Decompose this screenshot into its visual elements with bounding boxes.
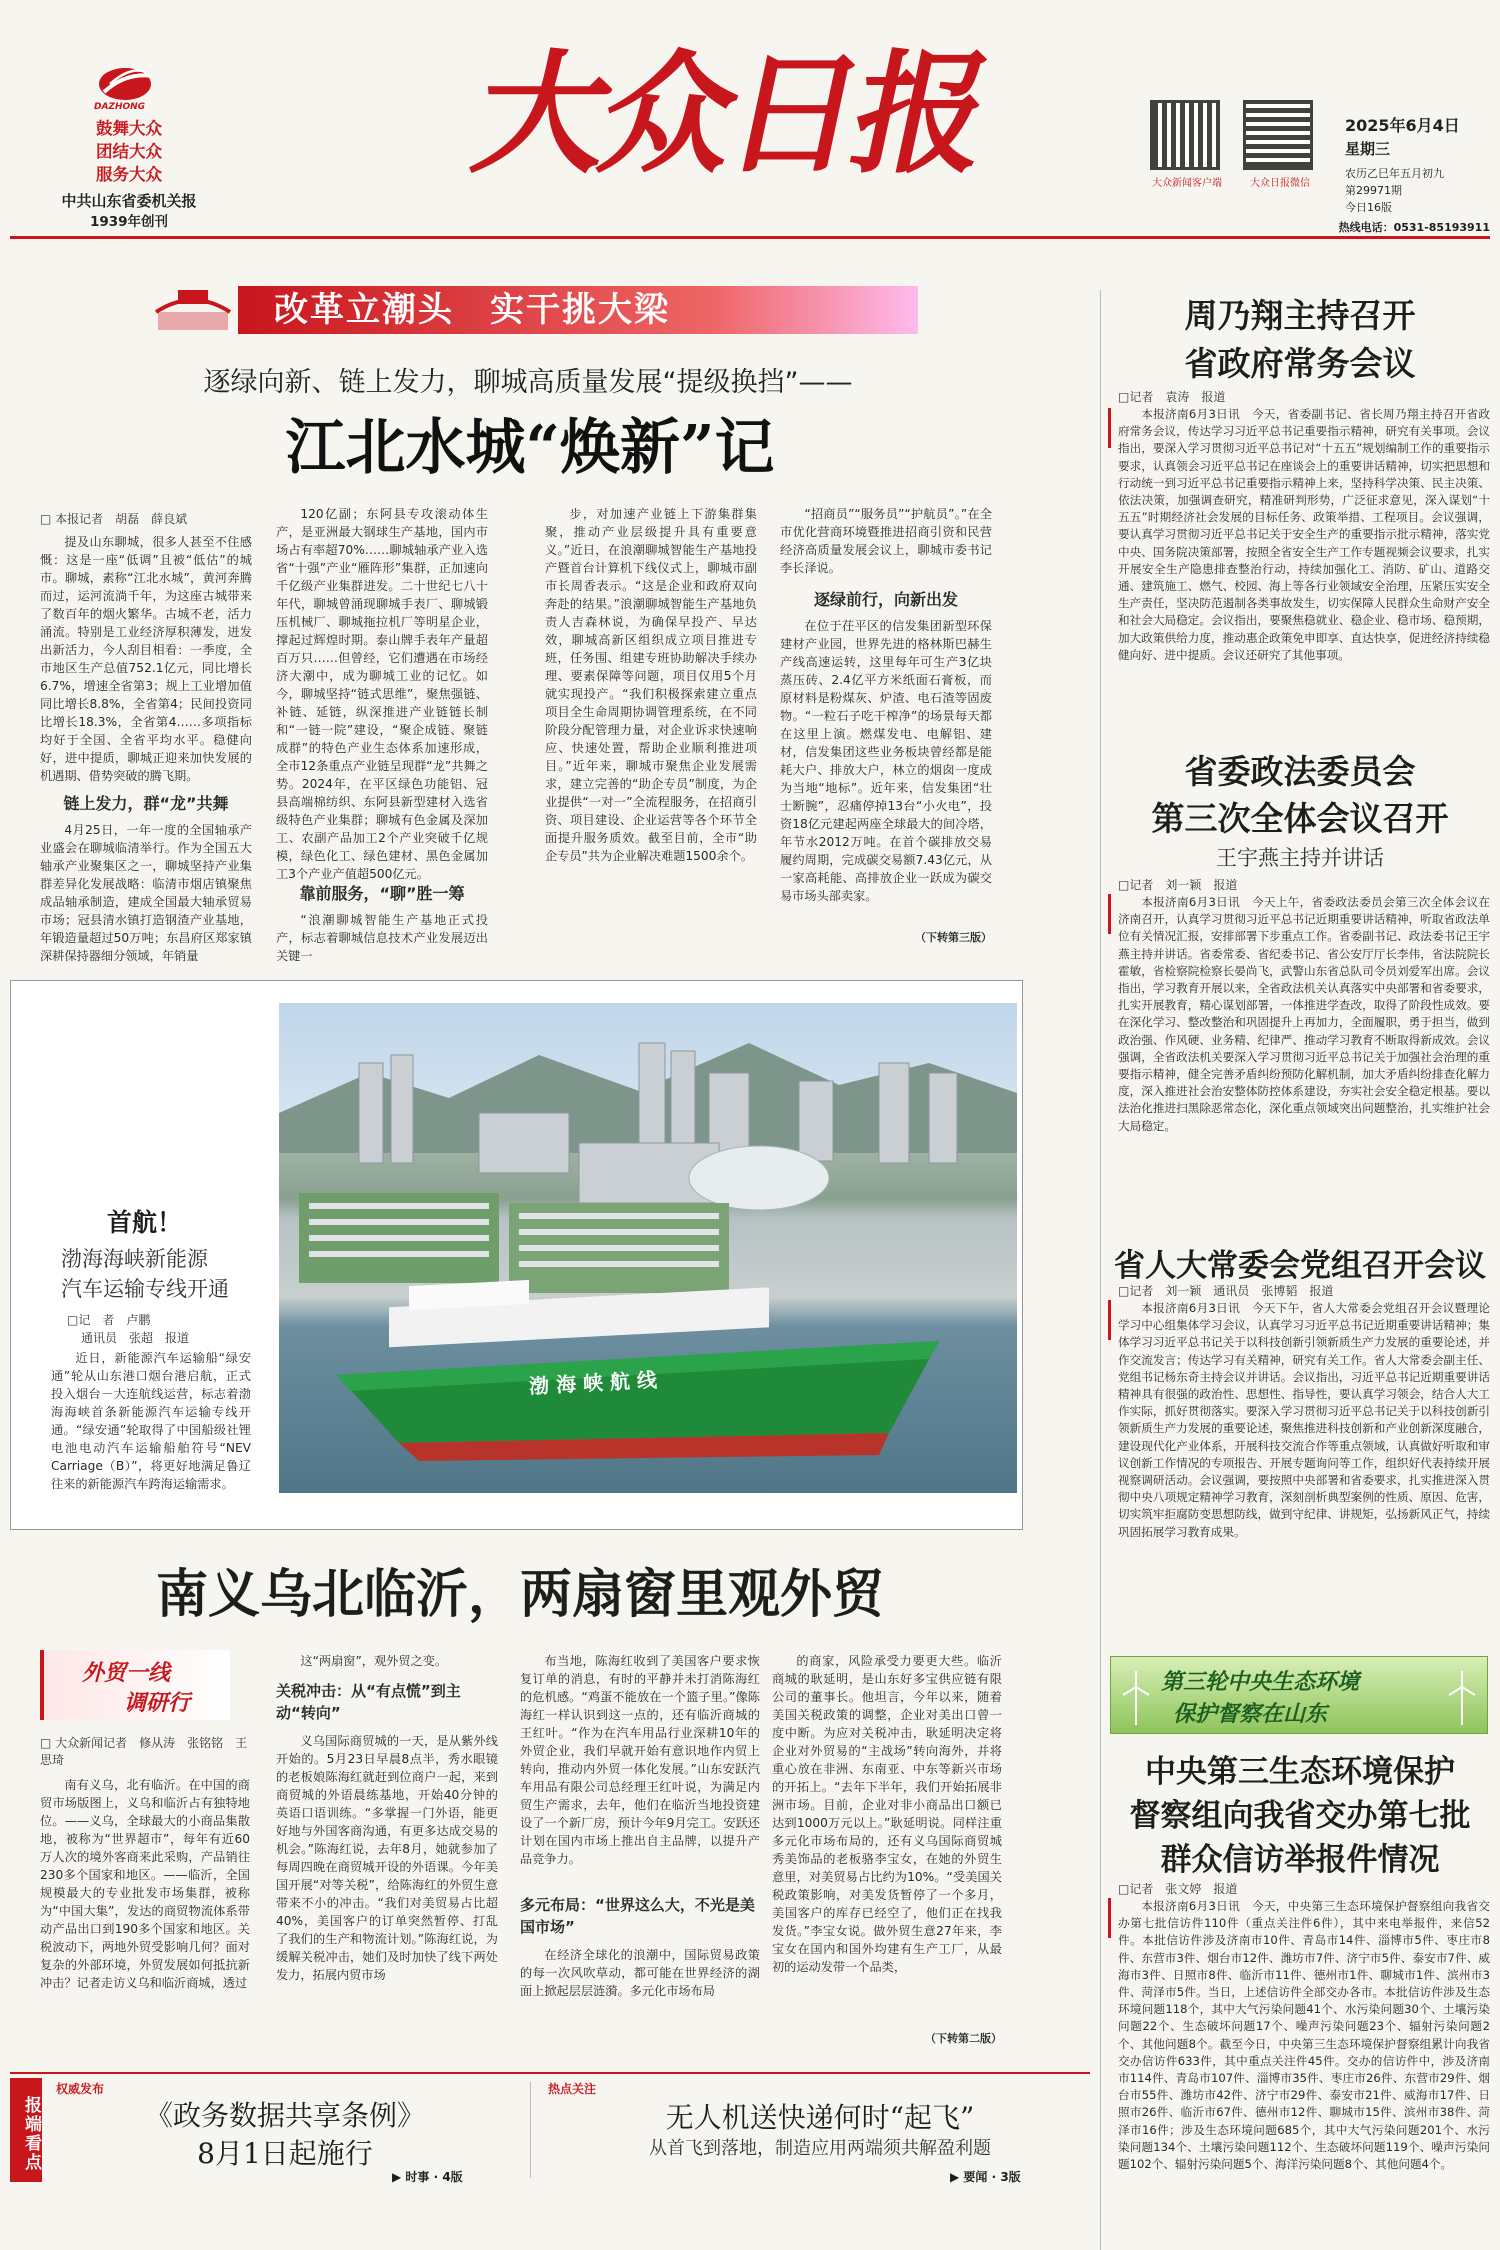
slogan-line-1: 鼓舞大众 bbox=[96, 119, 162, 138]
lead-subhead-3: 逐绿前行，向新出发 bbox=[813, 590, 958, 609]
lunar-date: 农历乙巳年五月初九 bbox=[1345, 167, 1444, 180]
slogan bbox=[84, 117, 174, 186]
lead-kicker: 逐绿向新、链上发力，聊城高质量发展“提级换挡”—— bbox=[203, 367, 853, 398]
a1-title-2: 省政府常务会议 bbox=[1184, 344, 1416, 383]
a4-text: 本报济南6月3日讯 今天，中央第三生态环境保护督察组向我省交办第七批信访件110件（重点关注件6件），其中来电举报件，来信52件。本批信访件涉及济南市10件、青岛市14件、淄博市5件、枣庄市8件、东营市3件、烟台市12件、潍坊市7件、济宁市5件、泰安市7件、威海市3件、日照市8件、临沂市11件、德州市1件、聊城市1件、滨州市3件、菏泽市5件。当日，上述信访件全部交办各市。本批信访件涉及生态环境问题118个，其中大气污染问题41个、水污染问题30个、土壤污染问题22个、生态破坏问题17个、噪声污染问题23个、辐射污染问题2个、其他问题8个。截至今日，中央第三生态环境保护督察组累计向我省交办信访件633件，其中重点关注件45件。交办的信访件中，涉及济南市114件、青岛市107件、淄博市35件、枣庄市26件、东营市29件、烟台市55件、潍坊市42件、济宁市29件、泰安市21件、威海市17件、日照市26件、临沂市67件、德州市12件、聊城市15件、滨州市38件、菏泽市16件；涉及生态环境问题685个，其中大气污染问题201个、水污染问题134个、土壤污染问题112个、生态破坏问题119个、噪声污染问题102个、辐射污染问题5个、海洋污染问题8个、其他问题4个。 bbox=[1118, 1899, 1490, 2172]
trade-col3b-text: 在经济全球化的浪潮中，国际贸易政策的每一次风吹草动，都可能在世界经济的湖面上掀起层层涟漪。多元化市场布局 bbox=[520, 1948, 760, 1998]
lead-col1-text: 提及山东聊城，很多人甚至不住感慨：这是一座“低调”且被“低估”的城市。聊城，素称“江北水城”，黄河奔腾而过，运河流淌千年，为这座古城带来了数百年的烟火繁华。古城不老，活力涌流。特别是工业经济厚积薄发，迸发出新活力，今人刮目相看：一季度，全市地区生产总值752.1亿元，同比增长6.7%，增速全省第3；规上工业增加值同比增长8.8%，全省第4；民间投资同比增长18.3%，全省第4……多项指标均好于全国、全省平均水平。稳健向好，进中提质，聊城正迎来加快发展的机遇期、借势突破的腾飞期。 bbox=[40, 535, 252, 783]
a2-title-2: 第三次全体会议召开 bbox=[1151, 799, 1449, 838]
qr-label-wechat: 大众日报微信 bbox=[1250, 178, 1310, 189]
slogan-line-3: 服务大众 bbox=[96, 165, 162, 184]
organ-label: 中共山东省委机关报 bbox=[61, 192, 197, 210]
a4-title-3: 群众信访举报件情况 bbox=[1160, 1842, 1440, 1878]
lead-col4-text: “招商员”“服务员”“护航员”。”在全市优化营商环境暨推进招商引资和民营经济高质量发展会议上，聊城市委书记李长泽说。 bbox=[780, 507, 992, 575]
issue-weekday: 星期三 bbox=[1345, 140, 1391, 158]
trade-tag bbox=[40, 1650, 230, 1720]
a1-text: 本报济南6月3日讯 今天，省委副书记、省长周乃翔主持召开省政府常务会议，传达学习习近平总书记重要指示精神，研究有关事项。会议指出，要深入学习贯彻习近平总书记对“十五五”规划编制工作的重要指示要求，认真领会习近平总书记在座谈会上的重要讲话精神，切实把思想和行动统一到习近平总书记重要指示精神上来，坚持科学决策、民主决策、依法决策，加强调查研究，精准研判形势，广泛征求意见，深入谋划“十五五”时期经济社会发展的目标任务、政策举措、工程项目。会议强调，要认真学习贯彻习近平总书记关于安全生产的重要指示批示精神，落实党中央、国务院决策部署，按照全省安全生产工作专题视频会议要求，扎实开展安全生产隐患排查整治行动，持续加强化工、消防、矿山、道路交通、建筑施工、燃气、校园、海上等各行业领域安全治理，压紧压实安全生产责任，坚决防范遏制各类事故发生，切实保障人民群众生命财产安全和社会大局稳定。会议指出，要聚焦稳就业、稳企业、稳市场、稳预期，加大政策供给力度，推动惠企政策免申即享、直达快享，促进经济持续稳健向好、进中提质。会议还研究了其他事项。 bbox=[1118, 407, 1490, 662]
wind-turbine-icon-2 bbox=[1447, 1669, 1477, 1725]
a1-byline: □记者 袁涛 报道 bbox=[1118, 390, 1226, 404]
dazhong-logo bbox=[82, 62, 168, 114]
slogan-line-2: 团结大众 bbox=[96, 142, 162, 161]
a3-title: 省人大常委会党组召开会议 bbox=[1114, 1248, 1486, 1284]
logo-text: DAZHONG bbox=[94, 102, 146, 112]
trade-col4-text: 的商家，风险承受力要更大些。临沂商城的耿延明，是山东好多宝供应链有限公司的董事长。他坦言，今年以来，随着美国关税政策的调整，企业对美出口曾一度中断。为应对关税冲击，耿延明决定将企业对外贸易的“主战场”转向海外，并将重心放在非洲、东南亚、中东等新兴市场的开拓上。“去年下半年，我们开始拓展非洲市场。目前，企业对非小商品出口额已达到1000万元以上。”耿延明说。同样注重多元化市场布局的，还有义乌国际商贸城秀美饰品的老板骆李宝女，在她的外贸生意里，对美贸易占比约为10%。“受美国关税政策影响，对美发货暂停了一个多月，美国客户的库存已经空了，他们正在找我发货。”李宝女说。做外贸生意27年来，李宝女在国内和国外均建有生产工厂，从最初的运动发带一个品类， bbox=[772, 1654, 1002, 1974]
lead-byline: □ 本报记者 胡磊 薛良斌 bbox=[40, 512, 188, 526]
lead-column-4 bbox=[780, 505, 992, 953]
hotline: 热线电话：0531-85193911 bbox=[1338, 221, 1490, 234]
lead-column-2 bbox=[276, 505, 488, 963]
teaser-1-title-1: 《政务数据共享条例》 bbox=[144, 2099, 425, 2132]
a2-byline: □记者 刘一颖 报道 bbox=[1118, 878, 1238, 892]
teaser-2-subtitle: 从首飞到落地，制造应用两端须共解盈利题 bbox=[649, 2138, 991, 2159]
masthead bbox=[0, 0, 1500, 234]
lead-col1b-text: 4月25日，一年一度的全国轴承产业盛会在聊城临清举行。作为全国五大轴承产业聚集区之一，聊城坚持产业集群差异化发展战略：临清市烟店镇聚焦成品轴承制造，建成全国最大轴承贸易市场；冠县清水镇打造钢渣产业基地，年锻造量超过50万吨；东昌府区郑家镇深耕保持器细分领域，年销量 bbox=[40, 823, 252, 963]
a3-body bbox=[1118, 1300, 1490, 1636]
lead-col4b-text: 在位于茌平区的信发集团新型环保建材产业园，世界先进的格林斯巴赫生产线高速运转，这里每年可生产3亿块蒸压砖、2.4亿平方米纸面石膏板，而原材料是粉煤灰、炉渣、电石渣等固废物。“一粒石子吃干榨净”的场景每天都在这里上演。燃煤发电、电解铝、建材，信发集团这些业务板块曾经都是能耗大户、排放大户，林立的烟囱一度成为当地“地标”。近年来，信发集团“壮士断腕”，忍痛停掉13台“小火电”，投资18亿元建起两座全球最大的间冷塔，年节水2012万吨。在首个碳排放交易履约周期，完成碳交易额7.43亿元，从一家高耗能、高排放企业一跃成为碳交易市场头部卖家。 bbox=[780, 619, 992, 903]
trade-headline: 南义乌北临沂，两扇窗里观外贸 bbox=[155, 1564, 884, 1625]
reform-banner-text: 改革立潮头 实干挑大梁 bbox=[238, 286, 918, 334]
lead-col3-text: 步，对加速产业链上下游集群集聚，推动产业层级提升具有重要意义。”近日，在浪潮聊城智能生产基地投产暨首台计算机下线仪式上，聊城市副市长周香表示。“这是企业和政府双向奔赴的结果。”浪潮聊城智能生产基地负责人吉森林说，为确保早投产、早达效，聊城高新区组织成立项目推进专班，任务围、组建专班协助解决手续办理、要素保障等问题，项目仅用5个月就实现投产。“我们积极探索建立重点项目全生命周期协调管理系统，在不同阶段分配管理力量，对企业诉求快速响应、快速处置，帮助企业顺利推进项目。”近年来，聊城市聚焦企业发展需求，建立完善的“助企专员”制度，为企业提供“一对一”全流程服务，在招商引资、项目建设、企业运营等各个环节全面提升服务质效。截至目前，全市“助企专员”共为企业解决难题1500余个。 bbox=[545, 507, 757, 863]
trade-col2-text: 这“两扇窗”，观外贸之变。 bbox=[300, 1654, 448, 1668]
lead-column-1 bbox=[40, 533, 252, 963]
photo-byline-1: □记 者 卢鹏 bbox=[67, 1313, 151, 1327]
a4-byline: □记者 张文婷 报道 bbox=[1118, 1882, 1238, 1896]
teaser-2-title: 无人机送快递何时“起飞” bbox=[665, 2101, 975, 2134]
photo-story bbox=[10, 980, 1023, 1530]
photo-caption-text: 近日，新能源汽车运输船“绿安通”轮从山东港口烟台港启航，正式投入烟台－大连航线运营，标志着渤海海峡首条新能源汽车运输专线开通。“绿安通”轮取得了中国船级社锂电池电动汽车运输船舶符号“NEV Carriage（B）”，将更好地满足鲁辽往来的新能源汽车跨海运输需求。 bbox=[51, 1351, 251, 1491]
a4-marker bbox=[1108, 1898, 1111, 1938]
trade-col3-text: 布当地，陈海红收到了美国客户要求恢复订单的消息，有时的平静并未打消陈海红的危机感。“鸡蛋不能放在一个篮子里。”像陈海红一样认识到这一点的，还有临沂商城的王红叶。“作为在汽车用品行业深耕10年的外贸企业，我们早就开始有意识地作内贸上转向，推动内外贸一体化发展。”山东安跃汽车用品有限公司总经理王红叶说，为满足内贸生产需求，去年，他们在临沂当地投资建设了一个新厂房，预计今年9月完工。安跃还计划在国内市场上推出自主品牌，以提升产品竞争力。 bbox=[520, 1654, 760, 1866]
teaser-2-ref: 要闻 · 3版 bbox=[963, 2170, 1021, 2184]
photo-byline-2: 通讯员 张超 报道 bbox=[81, 1331, 190, 1345]
a4-body bbox=[1118, 1898, 1490, 2180]
a4-title-2: 督察组向我省交办第七批 bbox=[1129, 1798, 1471, 1834]
lead-headline: 江北水城“焕新”记 bbox=[285, 413, 775, 483]
trade-col2b-text: 义乌国际商贸城的一天，是从紫外线开始的。5月23日早晨8点半，秀水眼镜的老板娘陈海红就赶到位商户一起，来到商贸城的外语晨练基地，开始40分钟的英语口语训练。“多掌握一门外语，能更好地与外国客商沟通，有更多达成交易的机会。”陈海红说，去年8月，她就参加了每周四晚在商贸城开设的外语课。今年美国开展“对等关税”，给陈海红的外贸生意带来不小的冲击。“我们对美贸易占比超40%，美国客户的订单突然暂停、打乱了我们的生产和物流计划。”陈海红说，为缓解关税冲击，她们及时加快了线下两处发力，拓展内贸市场 bbox=[276, 1734, 498, 1982]
ship-name: 渤 海 峡 航 线 bbox=[528, 1367, 658, 1399]
eco-banner bbox=[1110, 1656, 1488, 1734]
photo-image bbox=[279, 1003, 1017, 1493]
footer-teasers bbox=[10, 2072, 1090, 2184]
issue-number: 第29971期 bbox=[1345, 184, 1402, 197]
teaser-1-ref: 时事 · 4版 bbox=[405, 2170, 463, 2184]
trade-column-2 bbox=[276, 1652, 498, 2052]
issue-date: 2025年6月4日 bbox=[1345, 116, 1460, 135]
a2-body bbox=[1118, 894, 1490, 1224]
teaser-2-link[interactable]: ▶ 要闻 · 3版 bbox=[950, 2170, 1021, 2184]
trade-column-3 bbox=[520, 1652, 760, 2052]
trade-tag-line-1: 外贸一线 bbox=[82, 1661, 171, 1686]
teaser-1-title-2: 8月1日起施行 bbox=[197, 2137, 373, 2170]
lead-column-3 bbox=[545, 505, 757, 953]
a1-body bbox=[1118, 406, 1490, 718]
a1-marker bbox=[1108, 408, 1111, 448]
trade-byline: □ 大众新闻记者 修从涛 张铭铭 王思琦 bbox=[40, 1736, 248, 1767]
teaser-divider bbox=[530, 2082, 531, 2178]
a2-subtitle: 王宇燕主持并讲话 bbox=[1216, 846, 1384, 870]
trade-column-4 bbox=[772, 1652, 1002, 2052]
trade-continued: （下转第二版） bbox=[925, 2032, 1002, 2045]
teaser-1-link[interactable]: ▶ 时事 · 4版 bbox=[392, 2170, 463, 2184]
right-column-rule bbox=[1100, 290, 1101, 2250]
banner-emblem bbox=[148, 282, 238, 338]
teaser-1-label: 权威发布 bbox=[56, 2082, 105, 2096]
qr-code-app bbox=[1150, 100, 1220, 170]
a2-text: 本报济南6月3日讯 今天上午，省委政法委员会第三次全体会议在济南召开，认真学习贯彻习近平总书记近期重要讲话精神，听取省政法单位有关情况汇报，安排部署下步重点工作。省委副书记、政法委书记王宇燕主持并讲话。省委常委、省纪委书记、省公安厅厅长李伟，省法院院长霍敏，省检察院检察长晏尚飞，武警山东省总队司令员刘爱军出席。会议指出，学习教育开展以来，全省政法机关认真落实中央部署和省委要求，扎实开展教育，精心谋划部署，一体推进学查改，取得了阶段性成效。要在深化学习、整改整治和巩固提升上再加力，全面履职，勇于担当，做到政治强、作风硬、业务精、纪律严、推动学习教育不断取得新成效。会议强调，全省政法机关要深入学习贯彻习近平总书记关于加强社会治理的重要指示精神，健全完善矛盾纠纷预防化解机制，加大矛盾纠纷排查化解力度，深入推进社会治安整体防控体系建设，夯实社会安全稳定根基。要以法治化推进扫黑除恶常态化，深化重点领域突出问题整治，扎实维护社会大局稳定。 bbox=[1118, 895, 1490, 1133]
date-block bbox=[1345, 113, 1485, 215]
trade-subhead-2: 多元布局：“世界这么大，不光是美国市场” bbox=[520, 1896, 755, 1936]
lead-subhead-1: 链上发力，群“龙”共舞 bbox=[63, 794, 229, 813]
footer-side-label bbox=[10, 2078, 42, 2182]
qr-label-app: 大众新闻客户端 bbox=[1152, 178, 1222, 189]
page-count: 今日16版 bbox=[1345, 201, 1392, 214]
photo-title: 首航！ bbox=[107, 1208, 183, 1237]
a3-text: 本报济南6月3日讯 今天下午，省人大常委会党组召开会议暨理论学习中心组集体学习会议，认真学习习近平总书记近期重要讲话精神；集体学习习近平总书记关于以科技创新引领新质生产力发展的重要论述，并作交流发言；传达学习有关精神，研究有关工作。省人大常委会副主任、党组书记杨东奇主持会议并讲话。会议指出，习近平总书记近期重要讲话精神具有很强的政治性、思想性、指导性，要认真学习领会，结合人大工作实际，抓好贯彻落实。要深入学习贯彻习近平总书记关于以科技创新引领新质生产力发展的重要论述，聚焦推进科技创新和产业创新深度融合，建设现代化产业体系，开展科技交流合作等重点领域，认真做好听取和审议创新工作情况的专项报告、开展专题询问等工作，组织好代表持续开展视察调研活动。会议强调，要按照中央部署和省委要求，扎实推进深入贯彻中央八项规定精神学习教育，深刻剖析典型案例的性质、原因、危害，切实筑牢拒腐防变思想防线，做到守纪律、讲规矩，弘扬新风正气，持续巩固拓展学习教育成果。 bbox=[1118, 1301, 1490, 1539]
photo-subtitle: 渤海海峡新能源 bbox=[61, 1247, 208, 1271]
teaser-2-label: 热点关注 bbox=[548, 2082, 597, 2096]
lead-subhead-2: 靠前服务，“聊”胜一筹 bbox=[299, 884, 465, 903]
a3-byline: □记者 刘一颖 通讯员 张博韬 报道 bbox=[1118, 1284, 1334, 1298]
lead-col2b-text: “浪潮聊城智能生产基地正式投产，标志着聊城信息技术产业发展迈出关键一 bbox=[276, 913, 488, 963]
trade-column-1 bbox=[40, 1776, 250, 2052]
a4-title-1: 中央第三生态环境保护 bbox=[1145, 1754, 1455, 1790]
a3-marker bbox=[1108, 1300, 1111, 1340]
newspaper-title: 大众日报 bbox=[461, 37, 999, 192]
qr-code-wechat bbox=[1243, 100, 1313, 170]
reform-banner bbox=[148, 282, 918, 338]
lead-col2-text: 120亿副；东阿县专攻滚动体生产，是亚洲最大钢球生产基地，国内市场占有率超70%……聊城轴承产业入选省“十强”产业“雁阵形”集群，正加速向千亿级产业集群进发。二十世纪七八十年代，聊城曾涌现聊城手表厂、聊城锻压机械厂、聊城拖拉机厂等明星企业，撑起过辉煌时期。泰山牌手表年产量超百万只……但曾经，它们遭遇在市场经济大潮中，成为聊城工业的记忆。如今，聊城坚持“链式思维”，聚焦强链、补链、延链，纵深推进产业链链长制和“一链一院”建设，“聚企成链、聚链成群”的特色产业生态体系加速形成，全市12条重点产业链呈现群“龙”共舞之势。2024年，在平区绿色功能铝、冠县高端棉纺织、东阿县新型建材入选省级特色产业集群；聊城有色金属及深加工、农副产品加工2个产业突破千亿规模，绿色化工、绿色建材、黑色金属加工3个产业产值超500亿元。 bbox=[276, 507, 488, 881]
eco-banner-line-2: 保护督察在山东 bbox=[1173, 1702, 1328, 1727]
a1-title-1: 周乃翔主持召开 bbox=[1184, 296, 1416, 335]
footer-side-text: 报端看点 bbox=[21, 2096, 41, 2172]
photo-subtitle-2: 汽车运输专线开通 bbox=[61, 1277, 229, 1301]
a2-marker bbox=[1108, 894, 1111, 934]
wind-turbine-icon bbox=[1121, 1669, 1151, 1725]
a2-title-1: 省委政法委员会 bbox=[1184, 752, 1416, 791]
trade-subhead-1: 关税冲击：从“有点慌”到主动“转向” bbox=[276, 1682, 461, 1722]
trade-col1-text: 南有义乌，北有临沂。在中国的商贸市场版图上，义乌和临沂占有独特地位。——义乌，全球最大的小商品集散地，被称为“世界超市”，每年有近60万人次的境外客商来此采购，产品销往230多个国家和地区。——临沂，全国规模最大的专业批发市场集群，被称为“中国大集”，发达的商贸物流体系带动产品出口到190多个国家和地区。关税波动下，两地外贸受影响几何？面对复杂的外部环境，外贸发展如何抵抗新冲击？记者走访义乌和临沂商城，透过 bbox=[40, 1778, 250, 1990]
founded-label: 1939年创刊 bbox=[89, 214, 169, 230]
eco-banner-line-1: 第三轮中央生态环境 bbox=[1161, 1670, 1360, 1695]
lead-continued: （下转第三版） bbox=[915, 931, 992, 944]
photo-caption bbox=[51, 1349, 251, 1519]
trade-tag-line-2: 调研行 bbox=[124, 1691, 191, 1716]
masthead-rule bbox=[10, 236, 1490, 239]
